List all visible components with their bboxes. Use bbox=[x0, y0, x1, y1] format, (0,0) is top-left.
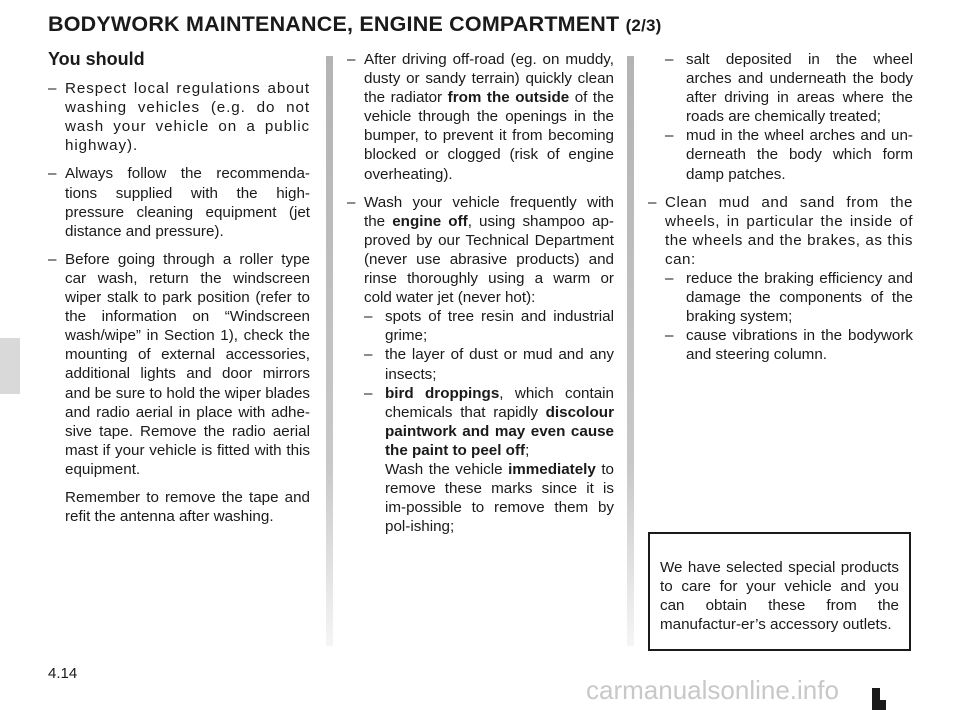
emphasis: engine off bbox=[392, 212, 468, 230]
list-item: – Always follow the recommenda-tions supplied with the high-pressure cleaning equipment (jet distance and pressure). bbox=[48, 164, 310, 240]
emphasis: immediately bbox=[508, 460, 596, 478]
emphasis: bird droppings bbox=[385, 384, 500, 402]
title-part: (2/3) bbox=[625, 16, 662, 35]
sub-list bbox=[364, 307, 614, 536]
corner-mark bbox=[880, 700, 886, 710]
column-divider bbox=[627, 56, 634, 646]
text: , which contain chemicals that rapidly bbox=[385, 384, 614, 421]
column-2 bbox=[347, 50, 614, 545]
sub-item: – spots of tree resin and industrial grime; bbox=[364, 307, 614, 345]
watermark: carmanualsonline.info bbox=[586, 675, 839, 705]
instruction-list bbox=[347, 50, 614, 536]
list-item: – Respect local regulations about washing vehicles (e.g. do not wash your vehicle on a public highway). bbox=[48, 79, 310, 155]
text: Clean mud and sand from the wheels, in particular the inside of the wheels and the brakes, as this can: bbox=[665, 193, 913, 268]
list-item: – Before going through a roller type car wash, return the windscreen wiper stalk to park position (refer to the information on “Windscreen wash/wipe” in Section 1), check the mounting of external accessories, additional lights and door mirrors and be sure to hold the wiper blades and radio aerial in place with adhe-sive tape. Remove the radio aerial mast if your vehicle is fitted with this equipment. bbox=[48, 250, 310, 479]
emphasis: discolour paintwork and may even cause the paint to peel off bbox=[385, 403, 614, 459]
sub-item: – the layer of dust or mud and any insects; bbox=[364, 345, 614, 383]
instruction-list bbox=[48, 79, 310, 479]
section-heading: You should bbox=[48, 49, 145, 69]
section-tab bbox=[0, 338, 20, 394]
title-text: BODYWORK MAINTENANCE, ENGINE COMPARTMENT bbox=[48, 12, 620, 36]
sub-list bbox=[665, 269, 913, 364]
text: ; bbox=[525, 441, 530, 459]
list-item bbox=[648, 193, 913, 365]
page-title bbox=[48, 12, 662, 37]
wash-note bbox=[385, 460, 614, 536]
text: Wash the vehicle bbox=[385, 460, 509, 478]
note-paragraph: Remember to remove the tape and refit the antenna after washing. bbox=[65, 488, 310, 526]
sub-item: – cause vibrations in the bodywork and steering column. bbox=[665, 326, 913, 364]
sub-item: – mud in the wheel arches and un-derneath the body which form damp patches. bbox=[665, 126, 913, 183]
sub-item bbox=[364, 384, 614, 537]
sub-item: – reduce the braking efficiency and damage the components of the braking system; bbox=[665, 269, 913, 326]
column-divider bbox=[326, 56, 333, 646]
text: to remove these marks since it is im-possible to remove them by pol-ishing; bbox=[385, 460, 614, 536]
instruction-list bbox=[648, 193, 913, 365]
text: After driving off-road (eg. on muddy, dusty or sandy terrain) quickly clean the radiator bbox=[364, 51, 614, 107]
emphasis: from the outside bbox=[447, 89, 570, 107]
column-1 bbox=[48, 48, 310, 526]
sub-list bbox=[665, 50, 913, 184]
corner-mark bbox=[872, 688, 880, 710]
text: of the vehicle through the openings in the bumper, to prevent it from becoming blocked or clogged (risk of engine overheating). bbox=[364, 89, 614, 183]
list-item bbox=[347, 193, 614, 537]
info-box: We have selected special products to care for your vehicle and you can obtain these from the manufactur-er’s accessory outlets. bbox=[648, 532, 911, 651]
list-item bbox=[347, 50, 614, 184]
text: , using shampoo ap-proved by our Technical Department (never use abrasive products) and rinse thoroughly using a warm or cold water jet (never hot): bbox=[364, 212, 614, 307]
sub-item: – salt deposited in the wheel arches and underneath the body after driving in areas where the roads are chemically treated; bbox=[665, 50, 913, 126]
page-number: 4.14 bbox=[48, 665, 78, 682]
text: Wash your vehicle frequently with the bbox=[364, 193, 614, 230]
column-3 bbox=[648, 50, 913, 374]
